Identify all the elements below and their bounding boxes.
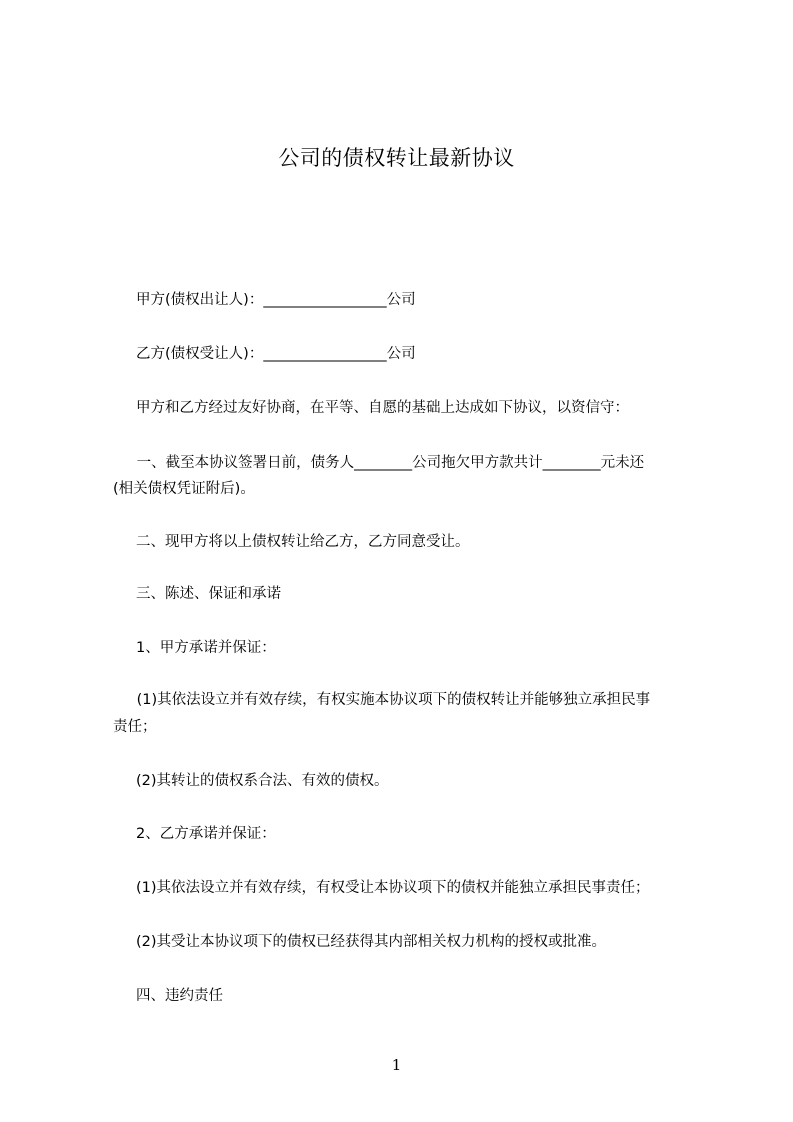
party-a-item-2: (2)其转让的债权系合法、有效的债权。	[136, 773, 389, 789]
document-title: 公司的债权转让最新协议	[278, 146, 515, 170]
clause-1-line-2: (相关债权凭证附后)。	[113, 481, 255, 497]
party-a-commitment-heading: 1、甲方承诺并保证：	[136, 640, 276, 656]
page-number: 1	[391, 1056, 402, 1074]
intro-paragraph: 甲方和乙方经过友好协商，在平等、自愿的基础上达成如下协议，以资信守：	[136, 400, 629, 416]
party-a-item-1-line-1: (1)其依法设立并有效存续，有权实施本协议项下的债权转让并能够独立承担民事	[132, 692, 651, 708]
clause-3-heading: 三、陈述、保证和承诺	[136, 586, 281, 602]
clause-4-heading: 四、违约责任	[136, 988, 223, 1004]
clause-1-line-1: 一、截至本协议签署日前，债务人________公司拖欠甲方款共计________元未还	[132, 455, 645, 471]
party-a-item-1-line-2: 责任；	[113, 719, 157, 735]
party-a-line: 甲方(债权出让人)：_________________公司	[136, 292, 416, 308]
party-b-item-2: (2)其受让本协议项下的债权已经获得其内部相关权力机构的授权或批准。	[136, 934, 607, 950]
party-b-line: 乙方(债权受让人)：_________________公司	[136, 346, 416, 362]
party-b-item-1: (1)其依法设立并有效存续，有权受让本协议项下的债权并能独立承担民事责任；	[136, 880, 650, 896]
clause-2: 二、现甲方将以上债权转让给乙方，乙方同意受让。	[136, 534, 470, 550]
party-b-commitment-heading: 2、乙方承诺并保证：	[136, 826, 276, 842]
